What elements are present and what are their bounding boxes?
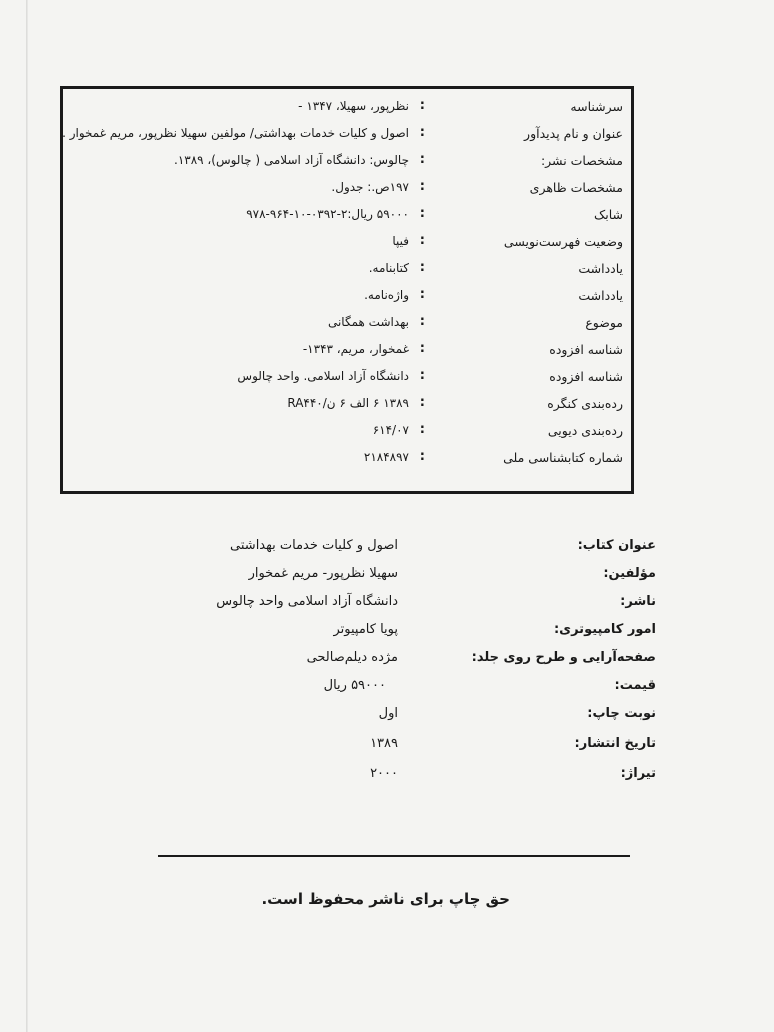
cataloging-in-publication-box: [60, 86, 634, 494]
price-value: ۵۹۰۰۰ ریال: [323, 678, 386, 693]
catalog-colon: :: [419, 179, 425, 194]
catalog-row: [63, 340, 631, 367]
catalog-label: موضوع: [585, 315, 623, 330]
catalog-row: [63, 367, 631, 394]
publisher-label: ناشر:: [620, 594, 656, 609]
copyright-notice: حق چاپ برای ناشر محفوظ است.: [261, 890, 510, 908]
catalog-colon: :: [419, 152, 425, 167]
catalog-colon: :: [419, 368, 425, 383]
catalog-colon: :: [419, 206, 425, 221]
book-info-row: [0, 538, 774, 566]
catalog-label: شابک: [594, 207, 623, 222]
print-run-label: تیراژ:: [620, 766, 656, 781]
catalog-row: [63, 394, 631, 421]
catalog-value: اصول و کلیات خدمات بهداشتی/ مولفین سهیلا نظرپور، مریم غمخوار .: [62, 126, 409, 140]
catalog-value: واژه‌نامه.: [364, 288, 409, 302]
computer-affairs-label: امور کامپیوتری:: [553, 622, 656, 637]
catalog-colon: :: [419, 98, 425, 113]
page-edge-shadow: [26, 0, 28, 1032]
catalog-colon: :: [419, 314, 425, 329]
book-info-row: [0, 594, 774, 622]
catalog-colon: :: [419, 395, 425, 410]
book-info-row: [0, 736, 774, 764]
computer-affairs-value: پویا کامپیوتر: [333, 622, 398, 637]
catalog-row: [63, 448, 631, 475]
edition-value: اول: [378, 706, 398, 721]
book-info-row: [0, 650, 774, 678]
catalog-row: [63, 178, 631, 205]
catalog-label: سرشناسه: [570, 99, 623, 114]
publish-date-value: ۱۳۸۹: [370, 736, 398, 751]
edition-label: نوبت چاپ:: [587, 706, 656, 721]
book-info-row: [0, 622, 774, 650]
book-title-value: اصول و کلیات خدمات بهداشتی: [230, 538, 398, 553]
catalog-value: ۱۳۸۹ ۶ الف ۶ ن/RA۴۴۰: [287, 396, 409, 410]
catalog-row: [63, 97, 631, 124]
authors-label: مؤلفین:: [603, 566, 656, 581]
authors-value: سهیلا نظرپور- مریم غمخوار: [248, 566, 398, 581]
catalog-colon: :: [419, 233, 425, 248]
catalog-value: ۵۹۰۰۰ ریال:۲-۰۳۹۲-۱۰-۹۶۴-۹۷۸: [246, 207, 409, 221]
catalog-colon: :: [419, 125, 425, 140]
catalog-value: ۲۱۸۴۸۹۷: [363, 450, 409, 464]
catalog-row: [63, 421, 631, 448]
catalog-value: چالوس: دانشگاه آزاد اسلامی ( چالوس)، ۱۳۸۹.: [173, 153, 409, 167]
book-info-row: [0, 678, 774, 706]
catalog-row: [63, 286, 631, 313]
catalog-colon: :: [419, 341, 425, 356]
catalog-label: یادداشت: [578, 288, 623, 303]
catalog-value: ۱۹۷ص.: جدول.: [331, 180, 409, 194]
catalog-row: [63, 205, 631, 232]
catalog-label: یادداشت: [578, 261, 623, 276]
catalog-colon: :: [419, 449, 425, 464]
catalog-value: دانشگاه آزاد اسلامی. واحد چالوس: [237, 369, 409, 383]
catalog-label: مشخصات نشر:: [540, 153, 623, 168]
catalog-label: رده‌بندی کنگره: [547, 396, 623, 411]
catalog-row: [63, 232, 631, 259]
catalog-value: کتابنامه.: [368, 261, 409, 275]
catalog-value: فیپا: [392, 234, 409, 248]
book-title-label: عنوان کتاب:: [577, 538, 656, 553]
catalog-value: نظرپور، سهیلا، ۱۳۴۷ -: [298, 99, 409, 113]
catalog-row: [63, 151, 631, 178]
price-label: قیمت:: [614, 678, 656, 693]
layout-cover-value: مژده دیلم‌صالحی: [306, 650, 398, 665]
catalog-row: [63, 124, 631, 151]
catalog-row: [63, 313, 631, 340]
book-info-row: [0, 706, 774, 734]
catalog-label: عنوان و نام پدیدآور: [524, 126, 623, 141]
catalog-value: ۶۱۴/۰۷: [372, 423, 409, 437]
catalog-label: مشخصات ظاهری: [529, 180, 623, 195]
catalog-label: رده‌بندی دیویی: [547, 423, 623, 438]
layout-cover-label: صفحه‌آرایی و طرح روی جلد:: [471, 650, 656, 665]
horizontal-divider: [158, 855, 630, 857]
publisher-value: دانشگاه آزاد اسلامی واحد چالوس: [216, 594, 398, 609]
catalog-label: شناسه افزوده: [549, 369, 623, 384]
book-info-row: [0, 566, 774, 594]
catalog-label: وضعیت فهرست‌نویسی: [503, 234, 623, 249]
catalog-row: [63, 259, 631, 286]
print-run-value: ۲۰۰۰: [370, 766, 398, 781]
catalog-colon: :: [419, 422, 425, 437]
catalog-label: شماره کتابشناسی ملی: [503, 450, 623, 465]
catalog-colon: :: [419, 260, 425, 275]
catalog-colon: :: [419, 287, 425, 302]
publish-date-label: تاریخ انتشار:: [574, 736, 656, 751]
catalog-label: شناسه افزوده: [549, 342, 623, 357]
book-info-row: [0, 766, 774, 794]
catalog-value: غمخوار، مریم، ۱۳۴۳-: [302, 342, 409, 356]
catalog-value: بهداشت همگانی: [327, 315, 409, 329]
